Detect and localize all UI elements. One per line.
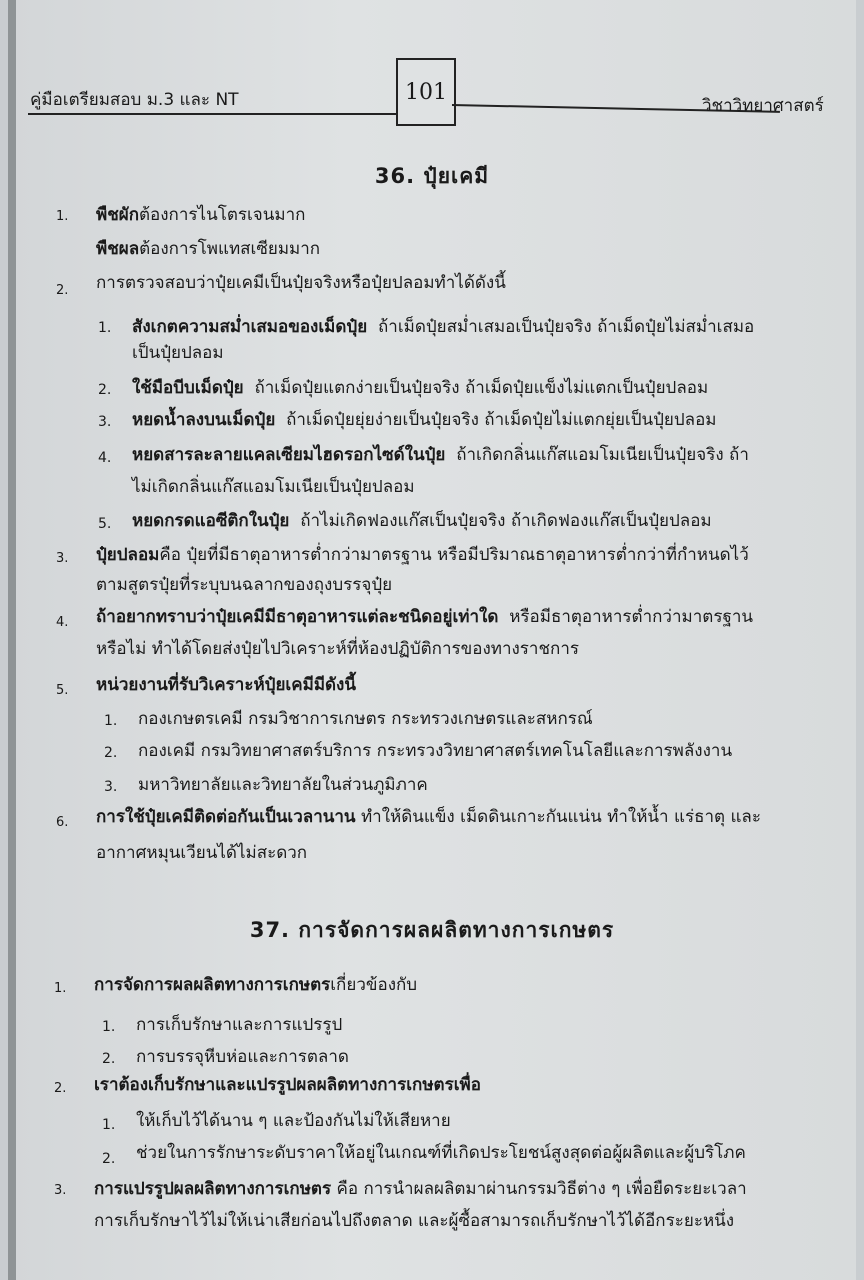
- sub-number: 2.: [98, 382, 112, 398]
- sub-item-line: [132, 444, 749, 466]
- sub-text: ถ้าเม็ดปุ๋ยยุ่ยง่ายเป็นปุ๋ยจริง ถ้าเม็ดปุ๋ยไม่แตกยุ่ยเป็นปุ๋ยปลอม: [286, 410, 717, 430]
- sub-item-line: มหาวิทยาลัยและวิทยาลัยในส่วนภูมิภาค: [138, 775, 428, 795]
- bold-term: เราต้องเก็บรักษาและแปรรูปผลผลิตทางการเกษตรเพื่อ: [94, 1075, 481, 1095]
- sub-number: 1.: [102, 1019, 116, 1035]
- item-number: 5.: [56, 683, 69, 698]
- sub-number: 1.: [104, 713, 118, 729]
- sub-number: 1.: [98, 320, 112, 336]
- item-text: คือ ปุ๋ยที่มีธาตุอาหารต่ำกว่ามาตรฐาน หรือมีปริมาณธาตุอาหารต่ำกว่าที่กำหนดไว้: [159, 545, 749, 565]
- sub-item-cont: เป็นปุ๋ยปลอม: [132, 343, 224, 363]
- sub-number: 5.: [98, 516, 112, 532]
- item-5-line: [96, 674, 356, 696]
- sub-item-line: ให้เก็บไว้ได้นาน ๆ และป้องกันไม่ให้เสียหาย: [136, 1111, 451, 1131]
- sub-number: 1.: [102, 1117, 116, 1133]
- sub-item-line: การบรรจุหีบห่อและการตลาด: [136, 1047, 349, 1067]
- sub-number: 3.: [98, 414, 112, 430]
- sec37-item-1-line: [94, 974, 417, 996]
- sub-number: 3.: [104, 779, 118, 795]
- header-subject: วิชาวิทยาศาสตร์: [702, 96, 824, 116]
- item-number: 1.: [56, 209, 69, 224]
- page-number: 101: [396, 58, 456, 126]
- item-text: เกี่ยวข้องกับ: [330, 975, 418, 995]
- sub-item-line: [132, 316, 754, 338]
- item-1-line-1: [96, 204, 305, 226]
- book-page: [8, 0, 856, 1280]
- item-number: 6.: [56, 815, 69, 830]
- sub-item-cont: ไม่เกิดกลิ่นแก๊สแอมโมเนียเป็นปุ๋ยปลอม: [132, 477, 415, 497]
- item-3-line: [96, 544, 749, 566]
- bold-term: การใช้ปุ๋ยเคมีติดต่อกันเป็นเวลานาน: [96, 807, 356, 827]
- sub-item-line: [132, 510, 712, 532]
- header-rule-left: [28, 113, 396, 115]
- item-1-line-2: [96, 238, 320, 260]
- item-3-cont: ตามสูตรปุ๋ยที่ระบุบนฉลากของถุงบรรจุปุ๋ย: [96, 575, 393, 595]
- bold-term: ปุ๋ยปลอม: [96, 545, 160, 565]
- item-text: ทำให้ดินแข็ง เม็ดดินเกาะกันแน่น ทำให้น้ำ แร่ธาตุ และ: [360, 807, 761, 827]
- sec37-item-2-line: [94, 1074, 481, 1096]
- item-text: หรือมีธาตุอาหารต่ำกว่ามาตรฐาน: [509, 607, 753, 627]
- item-6-cont: อากาศหมุนเวียนได้ไม่สะดวก: [96, 843, 308, 863]
- item-4-cont: หรือไม่ ทำได้โดยส่งปุ๋ยไปวิเคราะห์ที่ห้องปฏิบัติการของทางราชการ: [96, 639, 579, 659]
- bold-term: การจัดการผลผลิตทางการเกษตร: [94, 975, 331, 995]
- sec37-item-3-line: [94, 1178, 747, 1200]
- sub-number: 2.: [102, 1151, 116, 1167]
- item-text: คือ การนำผลผลิตมาผ่านกรรมวิธีต่าง ๆ เพื่อยืดระยะเวลา: [336, 1179, 747, 1199]
- sub-item-line: [132, 409, 717, 431]
- bold-term: ใช้มือบีบเม็ดปุ๋ย: [132, 378, 244, 398]
- bold-term: พืชผัก: [96, 205, 139, 225]
- sec37-item-3-cont: การเก็บรักษาไว้ไม่ให้เน่าเสียก่อนไปถึงตลาด และผู้ซื้อสามารถเก็บรักษาไว้ได้อีกระยะหนึ่ง: [94, 1211, 735, 1231]
- page-header: [8, 0, 856, 130]
- sub-text: ถ้าเกิดกลิ่นแก๊สแอมโมเนียเป็นปุ๋ยจริง ถ้า: [456, 445, 749, 465]
- bold-term: หยดน้ำลงบนเม็ดปุ๋ย: [132, 410, 276, 430]
- item-number: 1.: [54, 981, 67, 996]
- item-number: 3.: [56, 551, 69, 566]
- item-number: 2.: [54, 1081, 67, 1096]
- sub-text: ถ้าไม่เกิดฟองแก๊สเป็นปุ๋ยจริง ถ้าเกิดฟองแก๊สเป็นปุ๋ยปลอม: [300, 511, 712, 531]
- section-37-title: 37. การจัดการผลผลิตทางการเกษตร: [249, 918, 615, 942]
- item-text: ต้องการไนโตรเจนมาก: [139, 205, 306, 225]
- bold-term: หยดกรดแอซีติกในปุ๋ย: [132, 511, 290, 531]
- bold-term: สังเกตความสม่ำเสมอของเม็ดปุ๋ย: [132, 317, 368, 337]
- item-text: ต้องการโพแทสเซียมมาก: [139, 239, 321, 259]
- section-36-title: 36. ปุ๋ยเคมี: [374, 164, 490, 188]
- item-4-line: [96, 606, 753, 628]
- sub-text: ถ้าเม็ดปุ๋ยแตกง่ายเป็นปุ๋ยจริง ถ้าเม็ดปุ๋ยแข็งไม่แตกเป็นปุ๋ยปลอม: [254, 378, 709, 398]
- sub-number: 2.: [102, 1051, 116, 1067]
- item-number: 3.: [54, 1183, 67, 1198]
- sub-item-line: กองเกษตรเคมี กรมวิชาการเกษตร กระทรวงเกษตรและสหกรณ์: [138, 709, 593, 729]
- sub-item-line: ช่วยในการรักษาระดับราคาให้อยู่ในเกณฑ์ที่เกิดประโยชน์สูงสุดต่อผู้ผลิตและผู้บริโภค: [136, 1143, 746, 1163]
- item-6-line: [96, 806, 761, 828]
- bold-term: ถ้าอยากทราบว่าปุ๋ยเคมีมีธาตุอาหารแต่ละชนิดอยู่เท่าใด: [96, 607, 499, 627]
- item-number: 4.: [56, 615, 69, 630]
- sub-number: 4.: [98, 450, 112, 466]
- sub-number: 2.: [104, 745, 118, 761]
- bold-term: หยดสารละลายแคลเซียมไฮดรอกไซด์ในปุ๋ย: [132, 445, 446, 465]
- bold-term: หน่วยงานที่รับวิเคราะห์ปุ๋ยเคมีมีดังนี้: [96, 675, 356, 695]
- sub-text: ถ้าเม็ดปุ๋ยสม่ำเสมอเป็นปุ๋ยจริง ถ้าเม็ดปุ๋ยไม่สม่ำเสมอ: [377, 317, 755, 337]
- sub-item-line: กองเคมี กรมวิทยาศาสตร์บริการ กระทรวงวิทยาศาสตร์เทคโนโลยีและการพลังงาน: [138, 741, 733, 761]
- bold-term: พืชผล: [96, 239, 140, 259]
- sub-item-line: [132, 377, 708, 399]
- bold-term: การแปรรูปผลผลิตทางการเกษตร: [94, 1179, 332, 1199]
- sub-item-line: การเก็บรักษาและการแปรรูป: [136, 1015, 343, 1035]
- item-2-line: การตรวจสอบว่าปุ๋ยเคมีเป็นปุ๋ยจริงหรือปุ๋ยปลอมทำได้ดังนี้: [96, 273, 506, 293]
- item-number: 2.: [56, 283, 69, 298]
- header-book-title: คู่มือเตรียมสอบ ม.3 และ NT: [30, 90, 239, 110]
